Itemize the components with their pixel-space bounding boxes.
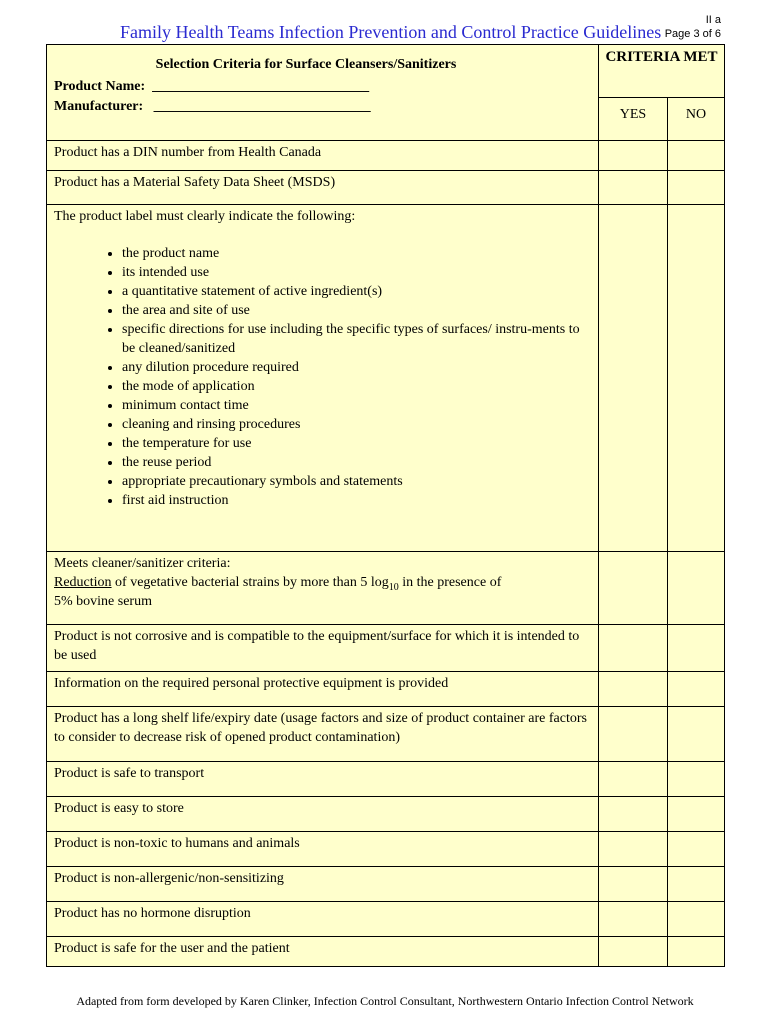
- list-item: • minimum contact time: [122, 396, 592, 415]
- list-item: • appropriate precautionary symbols and statements: [122, 472, 592, 491]
- criterion-corrosive: Product is not corrosive and is compatible to the equipment/surface for which it is intended to be used: [47, 625, 599, 672]
- table-row: [47, 205, 725, 552]
- list-item: • a quantitative statement of active ingredient(s): [122, 282, 592, 301]
- reduction-text: of vegetative bacterial strains by more than 5 log: [111, 575, 389, 590]
- table-row: [47, 141, 725, 171]
- yes-checkbox[interactable]: [599, 867, 668, 902]
- no-checkbox[interactable]: [668, 552, 725, 625]
- list-item: • cleaning and rinsing procedures: [122, 415, 592, 434]
- no-checkbox[interactable]: [668, 205, 725, 552]
- product-name-label: Product Name:: [54, 79, 146, 94]
- reduction-word: Reduction: [54, 575, 112, 590]
- list-item: • the mode of application: [122, 377, 592, 396]
- yes-checkbox[interactable]: [599, 552, 668, 625]
- list-item: • the product name: [122, 244, 592, 263]
- footer-credit: Adapted from form developed by Karen Clinker, Infection Control Consultant, Northwestern Ontario Infection Control Network: [76, 994, 694, 1008]
- criterion-msds: Product has a Material Safety Data Sheet (MSDS): [47, 171, 599, 205]
- label-requirements-list: [54, 244, 592, 510]
- yes-checkbox[interactable]: [599, 937, 668, 967]
- no-checkbox[interactable]: [668, 832, 725, 867]
- product-name-line: [54, 77, 598, 97]
- page-number: Page 3 of 6: [664, 28, 721, 40]
- list-item: • the temperature for use: [122, 434, 592, 453]
- table-row: [47, 762, 725, 797]
- table-row: [47, 672, 725, 707]
- no-checkbox[interactable]: [668, 797, 725, 832]
- yes-checkbox[interactable]: [599, 832, 668, 867]
- section-code: II a: [705, 14, 721, 26]
- list-item: • its intended use: [122, 263, 592, 282]
- list-item: • specific directions for use including the specific types of surfaces/ instru-ments to be cleaned/sanitized: [122, 320, 592, 358]
- list-item: • the reuse period: [122, 453, 592, 472]
- table-row: [47, 552, 725, 625]
- list-item: • the area and site of use: [122, 301, 592, 320]
- criterion-shelf-life: Product has a long shelf life/expiry date (usage factors and size of product container are factors to consider to decrease risk of opened product contamination): [47, 707, 599, 762]
- criterion-storage: Product is easy to store: [47, 797, 599, 832]
- table-row: [47, 937, 725, 967]
- yes-checkbox[interactable]: [599, 707, 668, 762]
- list-item: • any dilution procedure required: [122, 358, 592, 377]
- no-checkbox[interactable]: [668, 141, 725, 171]
- criterion-din: Product has a DIN number from Health Canada: [47, 141, 599, 171]
- criterion-hormone: Product has no hormone disruption: [47, 902, 599, 937]
- table-row: [47, 902, 725, 937]
- criterion-user-safety: Product is safe for the user and the patient: [47, 937, 599, 967]
- manufacturer-label: Manufacturer:: [54, 99, 144, 114]
- log-subscript: 10: [388, 581, 399, 593]
- manufacturer-line: [54, 97, 598, 117]
- table-row: [47, 797, 725, 832]
- form-header-cell: [47, 45, 599, 141]
- table-row: [47, 625, 725, 672]
- form-heading: Selection Criteria for Surface Cleansers/Sanitizers: [155, 57, 457, 72]
- table-row: [47, 171, 725, 205]
- no-column-header: NO: [668, 98, 725, 141]
- yes-checkbox[interactable]: [599, 672, 668, 707]
- table-row: [47, 832, 725, 867]
- reduction-line: [54, 573, 592, 592]
- yes-checkbox[interactable]: [599, 171, 668, 205]
- criterion-transport: Product is safe to transport: [47, 762, 599, 797]
- bovine-serum-line: 5% bovine serum: [54, 594, 152, 609]
- criterion-label: [47, 205, 599, 552]
- reduction-tail: in the presence of: [398, 575, 502, 590]
- list-item: • first aid instruction: [122, 491, 592, 510]
- criterion-non-allergenic: Product is non-allergenic/non-sensitizing: [47, 867, 599, 902]
- yes-checkbox[interactable]: [599, 902, 668, 937]
- yes-checkbox[interactable]: [599, 797, 668, 832]
- product-name-field[interactable]: _______________________________: [152, 79, 370, 94]
- header-row: [47, 45, 725, 98]
- criterion-sanitizer: [47, 552, 599, 625]
- yes-checkbox[interactable]: [599, 141, 668, 171]
- table-row: [47, 867, 725, 902]
- yes-column-header: YES: [599, 98, 668, 141]
- no-checkbox[interactable]: [668, 171, 725, 205]
- label-intro: The product label must clearly indicate the following:: [54, 209, 356, 224]
- meets-criteria-heading: Meets cleaner/sanitizer criteria:: [54, 556, 231, 571]
- no-checkbox[interactable]: [668, 902, 725, 937]
- manufacturer-field[interactable]: _______________________________: [153, 99, 371, 114]
- criteria-table: [46, 44, 725, 967]
- yes-checkbox[interactable]: [599, 625, 668, 672]
- no-checkbox[interactable]: [668, 867, 725, 902]
- no-checkbox[interactable]: [668, 762, 725, 797]
- table-row: [47, 707, 725, 762]
- no-checkbox[interactable]: [668, 625, 725, 672]
- criterion-non-toxic: Product is non-toxic to humans and animals: [47, 832, 599, 867]
- document-title: Family Health Teams Infection Prevention and Control Practice Guidelines: [120, 22, 662, 42]
- no-checkbox[interactable]: [668, 707, 725, 762]
- no-checkbox[interactable]: [668, 937, 725, 967]
- yes-checkbox[interactable]: [599, 762, 668, 797]
- yes-checkbox[interactable]: [599, 205, 668, 552]
- criteria-met-header: CRITERIA MET: [599, 45, 725, 98]
- criterion-ppe: Information on the required personal protective equipment is provided: [47, 672, 599, 707]
- no-checkbox[interactable]: [668, 672, 725, 707]
